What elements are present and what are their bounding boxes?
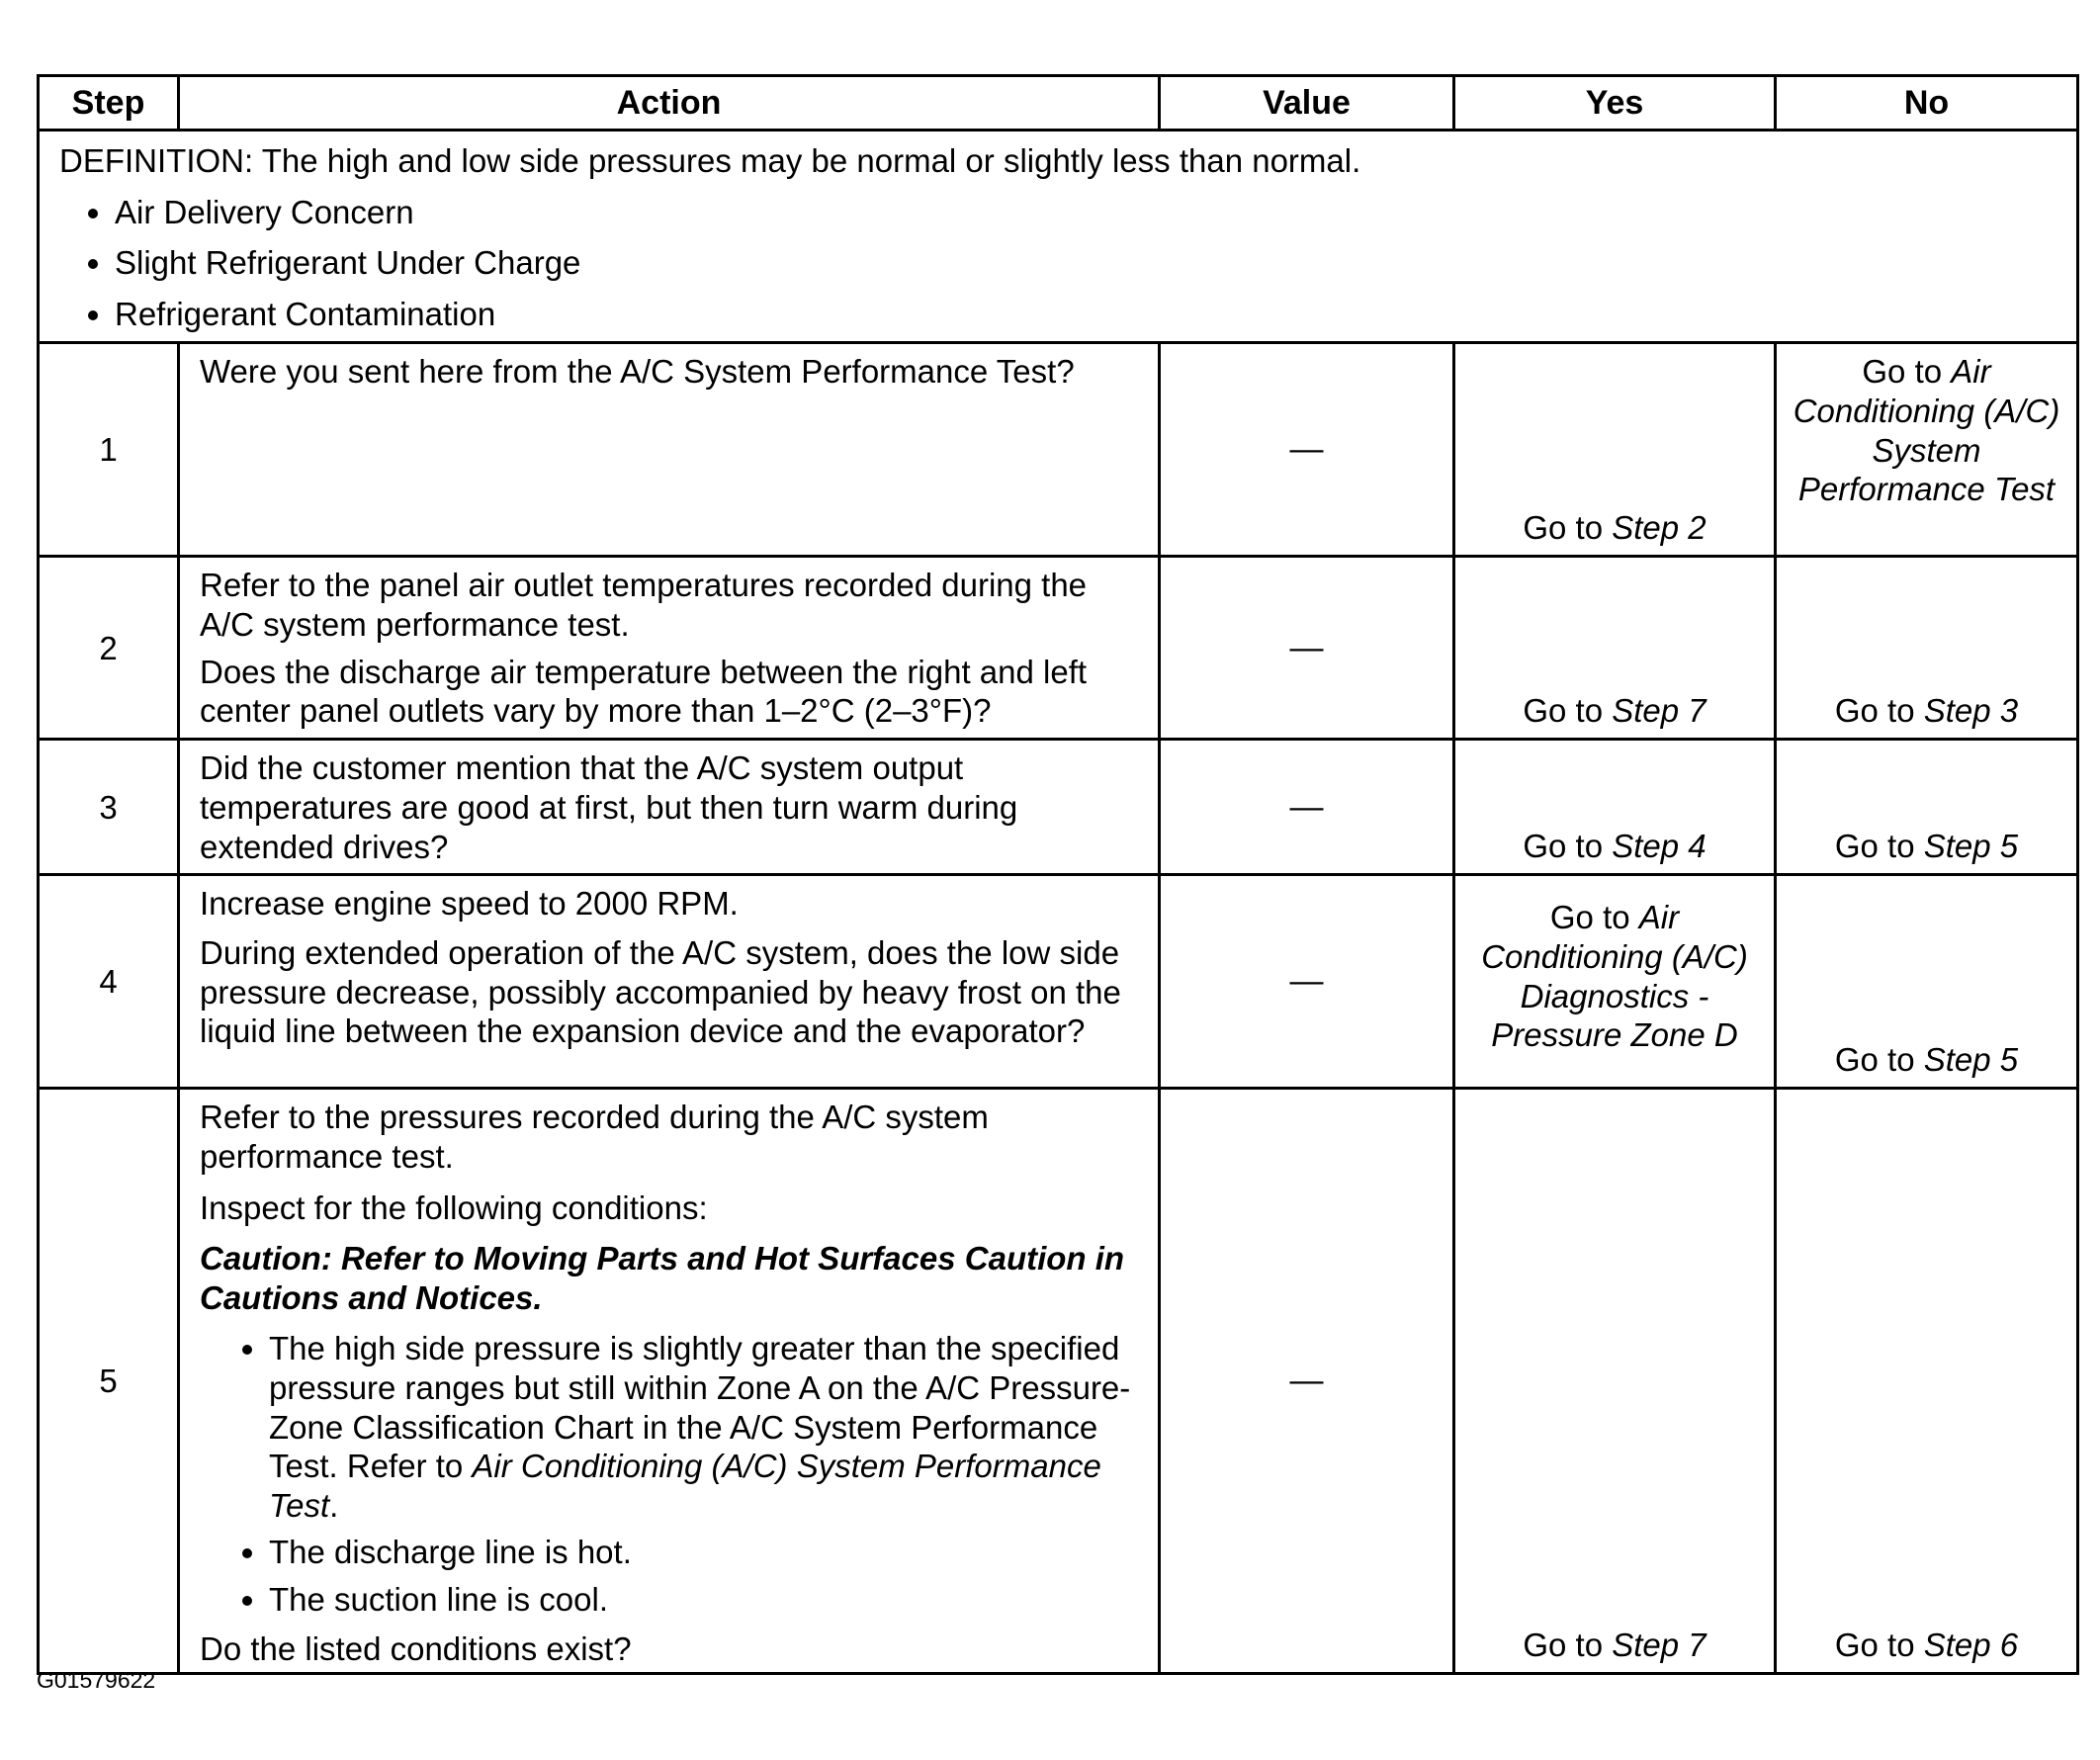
no-prefix: Go to xyxy=(1834,1626,1924,1663)
condition-bullet: • The discharge line is hot. xyxy=(269,1533,1148,1572)
step-action xyxy=(179,557,1160,740)
step-number: 5 xyxy=(39,1089,179,1674)
no-prefix: Go to xyxy=(1834,1040,1924,1078)
yes-link[interactable]: Step 4 xyxy=(1612,827,1706,864)
action-text: Were you sent here from the A/C System Performance Test? xyxy=(200,353,1075,391)
step-no[interactable] xyxy=(1776,557,2078,740)
step-yes[interactable] xyxy=(1454,557,1776,740)
step-action xyxy=(179,343,1160,557)
diagnostic-table xyxy=(37,74,2079,1675)
step-value: — xyxy=(1160,740,1454,875)
action-text: Does the discharge air temperature between the right and left center panel outlets vary by more than 1–2°C (2–3°F)? xyxy=(200,653,1088,730)
no-link[interactable]: Step 6 xyxy=(1923,1626,2019,1663)
condition-bullet xyxy=(269,1329,1148,1525)
yes-link[interactable]: Air Conditioning (A/C) Diagnostics - Pressure Zone D xyxy=(1481,899,1748,1054)
step-action xyxy=(179,1089,1160,1674)
step-number: 4 xyxy=(39,875,179,1089)
action-text: Increase engine speed to 2000 RPM. xyxy=(200,885,739,923)
step-value: — xyxy=(1160,557,1454,740)
step-no[interactable] xyxy=(1776,875,2078,1089)
header-row xyxy=(39,76,2078,131)
yes-link[interactable]: Step 7 xyxy=(1612,1626,1706,1663)
step-yes[interactable] xyxy=(1454,875,1776,1089)
definition-list xyxy=(59,193,2056,334)
definition-bullet: • Refrigerant Contamination xyxy=(115,295,2056,334)
step-no[interactable] xyxy=(1776,740,2078,875)
step-no[interactable] xyxy=(1776,343,2078,557)
step-row-2 xyxy=(39,557,2078,740)
step-number: 2 xyxy=(39,557,179,740)
action-question: Do the listed conditions exist? xyxy=(200,1629,632,1667)
action-text: During extended operation of the A/C system, does the low side pressure decrease, possibly accompanied by heavy frost on the liquid line between the expansion device and the evaporator? xyxy=(200,933,1121,1050)
step-number: 3 xyxy=(39,740,179,875)
step-yes[interactable] xyxy=(1454,1089,1776,1674)
header-action: Action xyxy=(179,76,1160,131)
definition-row xyxy=(39,131,2078,343)
yes-prefix: Go to xyxy=(1523,508,1613,546)
definition-cell xyxy=(39,131,2078,343)
diagnostic-table-container xyxy=(37,74,2067,1675)
step-yes[interactable] xyxy=(1454,343,1776,557)
action-text: Refer to the pressures recorded during the A/C system performance test. xyxy=(200,1099,989,1175)
yes-prefix: Go to xyxy=(1549,899,1639,936)
condition-bullet: • The suction line is cool. xyxy=(269,1580,1148,1620)
action-text: Inspect for the following conditions: xyxy=(200,1188,708,1226)
action-text: Refer to the panel air outlet temperatures recorded during the A/C system performance test. xyxy=(200,567,1088,643)
no-prefix: Go to xyxy=(1834,691,1924,729)
condition-list xyxy=(200,1329,1148,1619)
step-row-4 xyxy=(39,875,2078,1089)
header-step: Step xyxy=(39,76,179,131)
yes-link[interactable]: Step 7 xyxy=(1612,691,1706,729)
step-value: — xyxy=(1160,343,1454,557)
step-value: — xyxy=(1160,875,1454,1089)
yes-prefix: Go to xyxy=(1523,691,1613,729)
yes-prefix: Go to xyxy=(1523,1626,1613,1663)
step-row-1 xyxy=(39,343,2078,557)
definition-bullet: • Air Delivery Concern xyxy=(115,193,2056,232)
action-text: Did the customer mention that the A/C system output temperatures are good at first, but then turn warm during extended drives? xyxy=(200,749,1018,865)
yes-link[interactable]: Step 2 xyxy=(1612,508,1706,546)
step-row-3 xyxy=(39,740,2078,875)
figure-id: G01579622 xyxy=(37,1667,156,1693)
header-no: No xyxy=(1776,76,2078,131)
no-link[interactable]: Air Conditioning (A/C) System Performance Test xyxy=(1793,353,2060,508)
step-yes[interactable] xyxy=(1454,740,1776,875)
header-yes: Yes xyxy=(1454,76,1776,131)
no-prefix: Go to xyxy=(1834,827,1924,864)
no-prefix: Go to xyxy=(1862,353,1952,391)
step-no[interactable] xyxy=(1776,1089,2078,1674)
condition-link[interactable]: Air Conditioning (A/C) System Performance Test xyxy=(269,1448,1101,1524)
condition-text: The high side pressure is slightly greater than the specified pressure ranges but still within Zone A on the A/C Pressure-Zone Classification Chart in the A/C System Performance Test. Refer to xyxy=(269,1330,1131,1485)
step-action xyxy=(179,875,1160,1089)
no-link[interactable]: Step 3 xyxy=(1923,691,2019,729)
definition-bullet: • Slight Refrigerant Under Charge xyxy=(115,243,2056,283)
caution-text: Caution: Refer to Moving Parts and Hot Surfaces Caution in Cautions and Notices. xyxy=(200,1240,1125,1316)
step-value: — xyxy=(1160,1089,1454,1674)
definition-text: DEFINITION: The high and low side pressures may be normal or slightly less than normal. xyxy=(59,142,1361,179)
condition-end: . xyxy=(329,1486,339,1524)
step-number: 1 xyxy=(39,343,179,557)
yes-prefix: Go to xyxy=(1523,827,1613,864)
no-link[interactable]: Step 5 xyxy=(1923,827,2019,864)
step-row-5 xyxy=(39,1089,2078,1674)
no-link[interactable]: Step 5 xyxy=(1923,1040,2019,1078)
step-action xyxy=(179,740,1160,875)
header-value: Value xyxy=(1160,76,1454,131)
